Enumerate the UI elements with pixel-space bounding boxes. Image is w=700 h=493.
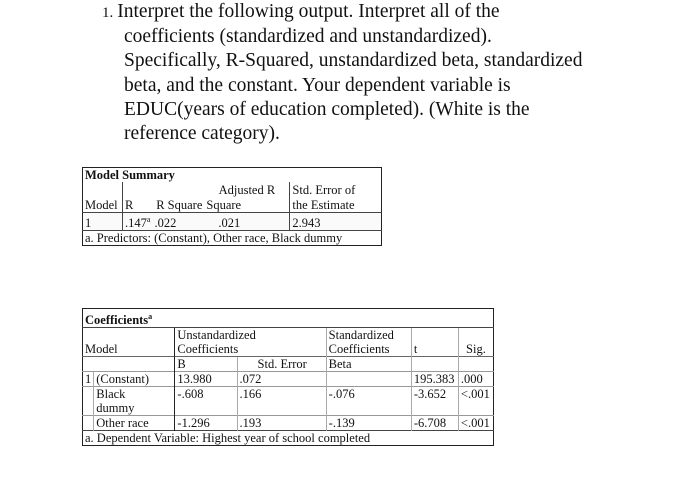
header-r-square: R Square: [156, 198, 203, 212]
question-line-5: EDUC(years of education completed). (White is the: [124, 98, 530, 120]
header-unstandardized-2: Coefficients: [175, 342, 326, 357]
cell-b: 13.980: [175, 372, 237, 387]
header-standardized-1: Standardized: [326, 328, 411, 343]
cell-model-number: 1: [83, 372, 94, 387]
cell-b: -1.296: [175, 416, 237, 431]
cell-t: -6.708: [411, 416, 458, 431]
header-b: B: [175, 357, 237, 372]
cell-beta: -.139: [326, 416, 411, 431]
cell-label: (Constant): [94, 372, 175, 387]
question-line-3: Specifically, R-Squared, unstandardized beta, standardized: [124, 50, 583, 72]
model-summary-row: [83, 213, 382, 231]
cell-se: .193: [237, 416, 326, 431]
question-line-4: beta, and the constant. Your dependent variable is: [124, 74, 511, 96]
coefficients-row-black: [83, 387, 494, 416]
coefficients-row-constant: [83, 372, 494, 387]
header-standardized-2: Coefficients: [326, 342, 411, 357]
model-summary-footnote: a. Predictors: (Constant), Other race, Black dummy: [83, 231, 382, 246]
header-std-error: Std. Error: [237, 357, 326, 372]
header-adjusted-r-1: Adjusted R: [218, 183, 276, 197]
header-model: Model: [85, 342, 118, 356]
question-text: [102, 0, 662, 146]
header-model: Model: [85, 198, 118, 212]
cell-sig: <.001: [458, 387, 493, 416]
question-line-1: 1. Interpret the following output. Interpret all of the: [102, 1, 500, 22]
cell-sig: .000: [458, 372, 493, 387]
header-unstandardized-1: Unstandardized: [175, 328, 326, 343]
header-t: t: [411, 342, 458, 357]
cell-t: 195.383: [411, 372, 458, 387]
model-summary-table: [82, 167, 382, 246]
cell-sig: <.001: [458, 416, 493, 431]
cell-r-square: .022: [152, 213, 204, 231]
cell-b: -.608: [175, 387, 237, 416]
header-adjusted-r-2: Square: [206, 198, 242, 212]
coefficients-row-other-race: [83, 416, 494, 431]
cell-label: Black dummy: [94, 387, 175, 416]
header-beta: Beta: [326, 357, 411, 372]
cell-se: .072: [237, 372, 326, 387]
cell-beta: [326, 372, 411, 387]
question-number: 1.: [102, 5, 114, 21]
cell-std-error: 2.943: [290, 213, 382, 231]
cell-beta: -.076: [326, 387, 411, 416]
cell-se: .166: [237, 387, 326, 416]
header-sig: Sig.: [458, 342, 493, 357]
model-summary-title: Model Summary: [85, 168, 175, 182]
header-std-error-2: the Estimate: [290, 197, 382, 213]
cell-t: -3.652: [411, 387, 458, 416]
header-std-error-1: Std. Error of: [290, 182, 382, 197]
cell-label: Other race: [94, 416, 175, 431]
header-r: R: [122, 197, 152, 213]
coefficients-footnote: a. Dependent Variable: Highest year of school completed: [83, 431, 494, 446]
coefficients-title: Coefficients$^a$: [83, 309, 494, 328]
question-line-6: reference category).: [124, 123, 280, 145]
question-line-2: coefficients (standardized and unstandardized).: [124, 26, 492, 48]
cell-model: 1: [83, 213, 123, 231]
cell-r: .147$^a$: [122, 213, 152, 231]
cell-adjusted-r-square: .021: [204, 213, 290, 231]
coefficients-table: [82, 308, 494, 446]
